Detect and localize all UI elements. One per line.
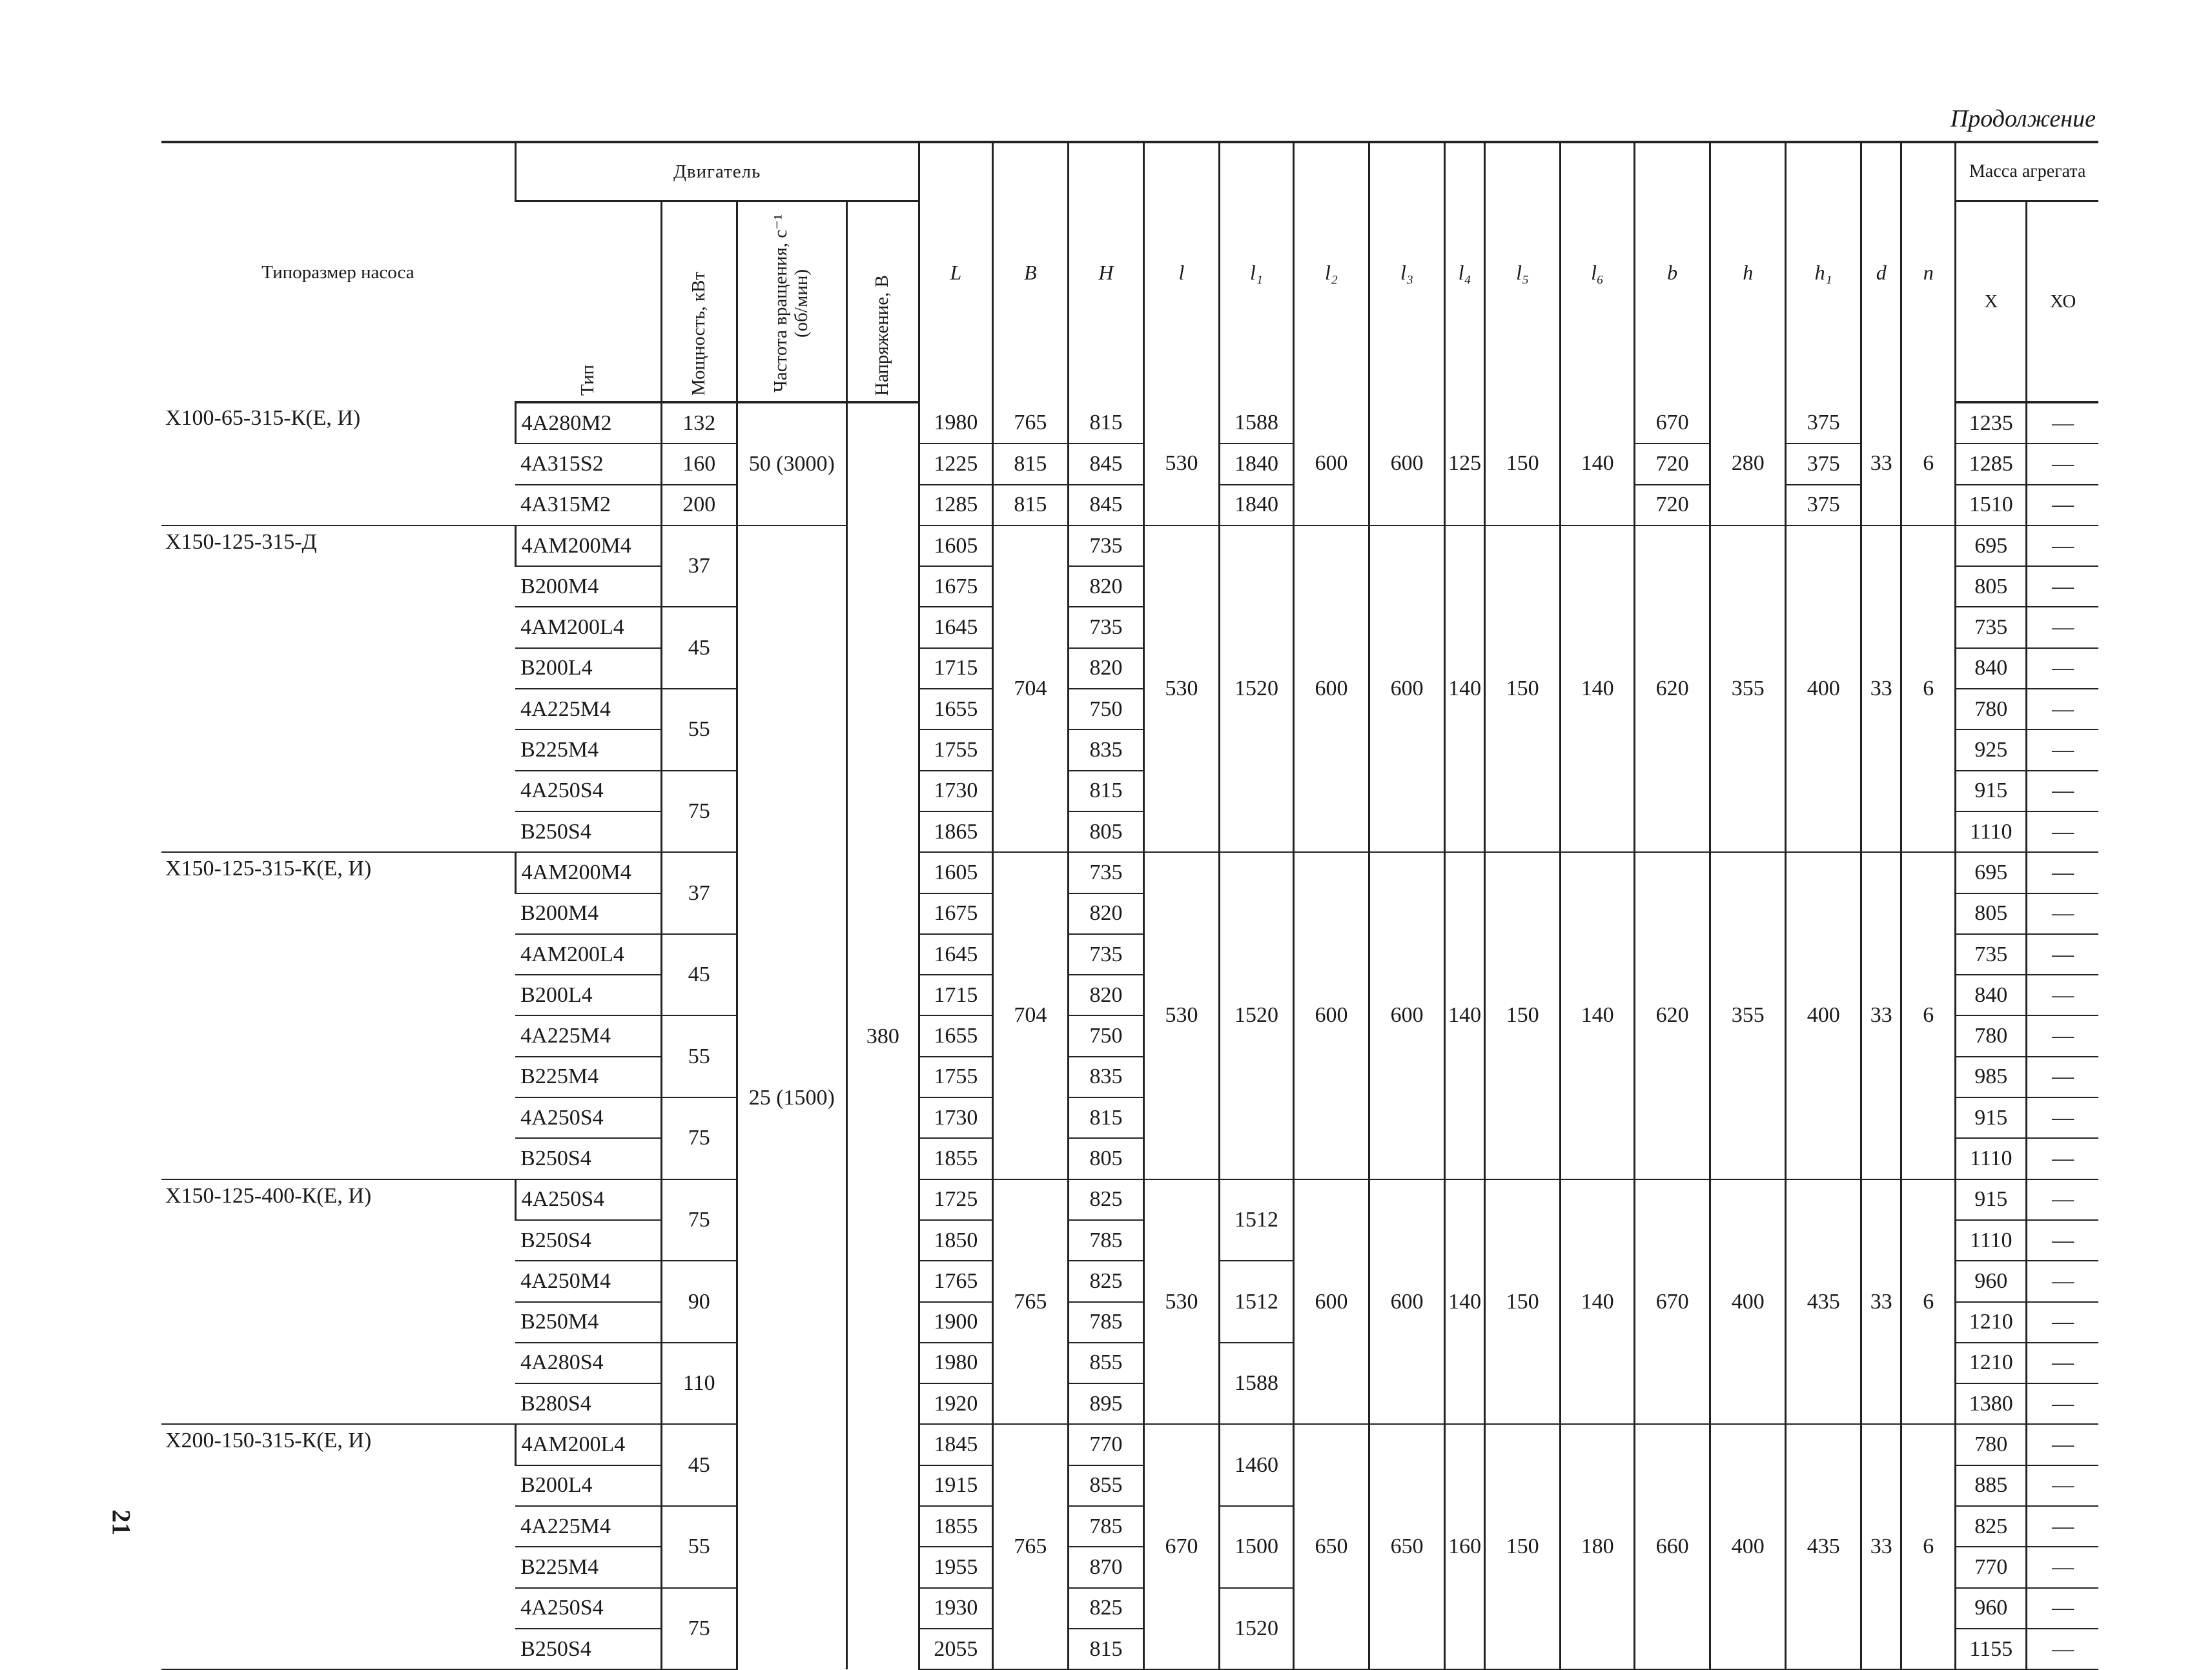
H-cell: 815 [1068,1097,1143,1138]
H-cell: 735 [1068,607,1143,647]
l2-cell: 600 [1294,402,1369,525]
header-d: d [1861,142,1901,402]
table-row [161,1179,2098,1220]
mass-x-cell: 960 [1956,1261,2027,1301]
l1-cell: 1500 [1219,1506,1293,1588]
mass-xo-cell: — [2027,1179,2098,1220]
engine-type-cell: В250S4 [515,1220,661,1261]
engine-type-cell: В250S4 [515,1629,661,1669]
H-cell: 815 [1068,402,1143,443]
n-cell: 6 [1901,402,1956,525]
engine-type-cell: В200М4 [515,566,661,607]
header-l2: l₂ [1294,142,1369,402]
l6-cell: 140 [1561,525,1635,852]
H-cell: 735 [1068,852,1143,893]
L-cell: 1605 [919,525,992,566]
L-cell: 1730 [919,1097,992,1138]
header-mass: Масса агрегата [1956,142,2098,201]
h1-cell: 375 [1786,402,1861,443]
mass-x-cell: 695 [1956,852,2027,893]
mass-x-cell: 780 [1956,1424,2027,1465]
engine-type-cell: 4А225М4 [515,1506,661,1547]
d-cell: 33 [1861,525,1901,852]
L-cell: 1655 [919,689,992,729]
b-cell: 670 [1635,1179,1710,1425]
table-body [161,402,2098,1669]
H-cell: 825 [1068,1179,1143,1220]
H-cell: 750 [1068,689,1143,729]
mass-x-cell: 840 [1956,648,2027,689]
header-l1: l₁ [1219,142,1293,402]
pump-specs-table [161,141,2098,1670]
L-cell: 1855 [919,1138,992,1179]
L-cell: 1845 [919,1424,992,1465]
header-power: Мощность, кВт [661,201,737,403]
H-cell: 820 [1068,975,1143,1015]
L-cell: 1645 [919,607,992,647]
mass-xo-cell: — [2027,1383,2098,1424]
B-cell: 704 [992,852,1068,1179]
L-cell: 1730 [919,771,992,811]
L-cell: 1755 [919,1057,992,1097]
L-cell: 1865 [919,811,992,852]
mass-xo-cell: — [2027,443,2098,484]
b-cell: 620 [1635,852,1710,1179]
engine-type-cell: В280S4 [515,1383,661,1424]
pump-size-cell: Х150-125-315-Д [161,525,515,852]
l5-cell: 150 [1485,525,1561,852]
power-cell: 160 [661,443,737,484]
l4-cell: 125 [1445,402,1485,525]
engine-type-cell: 4А315S2 [515,443,661,484]
engine-type-cell: В225М4 [515,1057,661,1097]
L-cell: 1855 [919,1506,992,1547]
H-cell: 820 [1068,893,1143,934]
l1-cell: 1520 [1219,852,1293,1179]
L-cell: 1225 [919,443,992,484]
engine-type-cell: 4А225М4 [515,1015,661,1056]
power-cell: 37 [661,525,737,607]
d-cell: 33 [1861,402,1901,525]
L-cell: 1755 [919,729,992,770]
mass-xo-cell: — [2027,975,2098,1015]
continuation-label: Продолжение [1950,105,2096,132]
n-cell: 6 [1901,1424,1956,1669]
H-cell: 785 [1068,1302,1143,1343]
mass-x-cell: 1110 [1956,811,2027,852]
H-cell: 750 [1068,1015,1143,1056]
engine-type-cell: 4АМ200L4 [515,607,661,647]
pump-size-cell: Х100-65-315-К(Е, И) [161,402,515,525]
power-cell: 75 [661,771,737,853]
engine-type-cell: 4А315М2 [515,485,661,525]
H-cell: 805 [1068,811,1143,852]
b-cell: 670 [1635,402,1710,443]
d-cell: 33 [1861,1424,1901,1669]
header-mass-x: Х [1956,201,2027,403]
l2-cell: 600 [1294,525,1369,852]
L-cell: 1955 [919,1547,992,1587]
l4-cell: 160 [1445,1424,1485,1669]
B-cell: 815 [992,485,1068,525]
mass-xo-cell: — [2027,402,2098,443]
rpm-cell: 50 (3000) [737,402,846,525]
mass-x-cell: 925 [1956,729,2027,770]
power-cell: 45 [661,934,737,1016]
mass-xo-cell: — [2027,1506,2098,1547]
l5-cell: 150 [1485,402,1561,525]
l-cell: 530 [1143,1179,1219,1425]
mass-xo-cell: — [2027,1465,2098,1506]
l2-cell: 600 [1294,1179,1369,1425]
mass-xo-cell: — [2027,934,2098,975]
engine-type-cell: 4А250S4 [515,1179,661,1220]
engine-type-cell: 4АМ200L4 [515,934,661,975]
l4-cell: 140 [1445,525,1485,852]
L-cell: 1980 [919,402,992,443]
l3-cell: 600 [1369,1179,1445,1425]
mass-xo-cell: — [2027,1261,2098,1301]
mass-x-cell: 1380 [1956,1383,2027,1424]
L-cell: 1725 [919,1179,992,1220]
engine-type-cell: В200L4 [515,648,661,689]
mass-xo-cell: — [2027,607,2098,647]
H-cell: 735 [1068,525,1143,566]
mass-xo-cell: — [2027,1547,2098,1587]
mass-xo-cell: — [2027,566,2098,607]
l1-cell: 1840 [1219,443,1293,484]
rpm-cell: 25 (1500) [737,525,846,1669]
power-cell: 45 [661,607,737,689]
h1-cell: 435 [1786,1179,1861,1425]
mass-xo-cell: — [2027,1343,2098,1383]
L-cell: 2055 [919,1629,992,1669]
engine-type-cell: В250S4 [515,811,661,852]
mass-x-cell: 985 [1956,1057,2027,1097]
header-b: b [1635,142,1710,402]
power-cell: 45 [661,1424,737,1506]
L-cell: 1285 [919,485,992,525]
L-cell: 1850 [919,1220,992,1261]
l1-cell: 1512 [1219,1261,1293,1343]
mass-xo-cell: — [2027,811,2098,852]
H-cell: 835 [1068,729,1143,770]
mass-x-cell: 825 [1956,1506,2027,1547]
L-cell: 1605 [919,852,992,893]
mass-xo-cell: — [2027,1588,2098,1629]
header-voltage: Напряжение, В [846,201,919,403]
L-cell: 1980 [919,1343,992,1383]
mass-xo-cell: — [2027,852,2098,893]
engine-type-cell: В200L4 [515,1465,661,1506]
power-cell: 55 [661,1015,737,1097]
h-cell: 400 [1710,1179,1786,1425]
header-engine: Двигатель [515,142,919,201]
mass-xo-cell: — [2027,689,2098,729]
l-cell: 530 [1143,402,1219,525]
l2-cell: 650 [1294,1424,1369,1669]
header-engine-type: Тип [515,201,661,403]
l5-cell: 150 [1485,1179,1561,1425]
l3-cell: 600 [1369,852,1445,1179]
H-cell: 820 [1068,648,1143,689]
mass-xo-cell: — [2027,1138,2098,1179]
header-h: h [1710,142,1786,402]
engine-type-cell: 4А250S4 [515,1588,661,1629]
d-cell: 33 [1861,1179,1901,1425]
h-cell: 280 [1710,402,1786,525]
l6-cell: 140 [1561,1179,1635,1425]
table-row [161,525,2098,566]
l3-cell: 600 [1369,402,1445,525]
header-rpm: Частота вращения, с⁻¹ (об/мин) [737,201,846,403]
engine-type-cell: 4А280S4 [515,1343,661,1383]
mass-x-cell: 915 [1956,771,2027,811]
B-cell: 765 [992,1179,1068,1425]
h1-cell: 435 [1786,1424,1861,1669]
h1-cell: 375 [1786,443,1861,484]
l1-cell: 1460 [1219,1424,1293,1506]
l-cell: 670 [1143,1424,1219,1669]
engine-type-cell: В225М4 [515,729,661,770]
header-l6: l₆ [1561,142,1635,402]
H-cell: 870 [1068,1547,1143,1587]
mass-x-cell: 960 [1956,1588,2027,1629]
table-row [161,402,2098,443]
L-cell: 1655 [919,1015,992,1056]
header-n: n [1901,142,1956,402]
page-number: 21 [107,1509,136,1536]
header-pump-size: Типоразмер насоса [161,142,515,402]
engine-type-cell: 4АМ200М4 [515,525,661,566]
n-cell: 6 [1901,525,1956,852]
engine-type-cell: В250М4 [515,1302,661,1343]
l1-cell: 1588 [1219,402,1293,443]
mass-xo-cell: — [2027,1097,2098,1138]
l2-cell: 600 [1294,852,1369,1179]
B-cell: 765 [992,402,1068,443]
L-cell: 1765 [919,1261,992,1301]
power-cell: 200 [661,485,737,525]
engine-type-cell: 4А250S4 [515,771,661,811]
H-cell: 825 [1068,1261,1143,1301]
header-H: H [1068,142,1143,402]
mass-x-cell: 1235 [1956,402,2027,443]
header-l: l [1143,142,1219,402]
power-cell: 132 [661,402,737,443]
H-cell: 820 [1068,566,1143,607]
L-cell: 1900 [919,1302,992,1343]
mass-xo-cell: — [2027,1302,2098,1343]
mass-xo-cell: — [2027,1629,2098,1669]
h1-cell: 400 [1786,525,1861,852]
n-cell: 6 [1901,1179,1956,1425]
header-l4: l₄ [1445,142,1485,402]
engine-type-cell: 4А225М4 [515,689,661,729]
b-cell: 720 [1635,443,1710,484]
L-cell: 1645 [919,934,992,975]
pump-size-cell: Х150-125-315-К(Е, И) [161,852,515,1179]
L-cell: 1715 [919,648,992,689]
header-mass-xo: ХО [2027,201,2098,403]
l1-cell: 1520 [1219,525,1293,852]
l-cell: 530 [1143,525,1219,852]
mass-x-cell: 885 [1956,1465,2027,1506]
H-cell: 785 [1068,1506,1143,1547]
power-cell: 55 [661,689,737,771]
engine-type-cell: 4А250М4 [515,1261,661,1301]
mass-xo-cell: — [2027,525,2098,566]
mass-x-cell: 1155 [1956,1629,2027,1669]
mass-x-cell: 805 [1956,893,2027,934]
header-l3: l₃ [1369,142,1445,402]
mass-x-cell: 1110 [1956,1220,2027,1261]
engine-type-cell: В225М4 [515,1547,661,1587]
header-h1: h₁ [1786,142,1861,402]
mass-x-cell: 840 [1956,975,2027,1015]
mass-xo-cell: — [2027,1015,2098,1056]
mass-x-cell: 1510 [1956,485,2027,525]
l4-cell: 140 [1445,1179,1485,1425]
l3-cell: 600 [1369,525,1445,852]
H-cell: 825 [1068,1588,1143,1629]
H-cell: 735 [1068,934,1143,975]
B-cell: 704 [992,525,1068,852]
l6-cell: 140 [1561,852,1635,1179]
pump-size-cell: Х200-150-315-К(Е, И) [161,1424,515,1669]
L-cell: 1930 [919,1588,992,1629]
h-cell: 400 [1710,1424,1786,1669]
H-cell: 805 [1068,1138,1143,1179]
engine-type-cell: 4А280М2 [515,402,661,443]
d-cell: 33 [1861,852,1901,1179]
h-cell: 355 [1710,525,1786,852]
power-cell: 37 [661,852,737,934]
engine-type-cell: 4АМ200М4 [515,852,661,893]
l1-cell: 1588 [1219,1343,1293,1425]
H-cell: 855 [1068,1465,1143,1506]
mass-x-cell: 735 [1956,607,2027,647]
power-cell: 110 [661,1343,737,1425]
mass-x-cell: 735 [1956,934,2027,975]
mass-x-cell: 770 [1956,1547,2027,1587]
mass-xo-cell: — [2027,648,2098,689]
voltage-cell: 380 [846,402,919,1669]
H-cell: 785 [1068,1220,1143,1261]
L-cell: 1675 [919,893,992,934]
l3-cell: 650 [1369,1424,1445,1669]
mass-xo-cell: — [2027,893,2098,934]
mass-x-cell: 1210 [1956,1302,2027,1343]
mass-x-cell: 1210 [1956,1343,2027,1383]
header-B: B [992,142,1068,402]
L-cell: 1715 [919,975,992,1015]
l4-cell: 140 [1445,852,1485,1179]
h1-cell: 375 [1786,485,1861,525]
l6-cell: 140 [1561,402,1635,525]
mass-x-cell: 780 [1956,1015,2027,1056]
l5-cell: 150 [1485,852,1561,1179]
mass-x-cell: 805 [1956,566,2027,607]
power-cell: 75 [661,1179,737,1261]
engine-type-cell: 4АМ200L4 [515,1424,661,1465]
l1-cell: 1512 [1219,1179,1293,1261]
power-cell: 75 [661,1097,737,1179]
H-cell: 815 [1068,1629,1143,1669]
table-row [161,852,2098,893]
l5-cell: 150 [1485,1424,1561,1669]
pump-size-cell: Х150-125-400-К(Е, И) [161,1179,515,1425]
b-cell: 620 [1635,525,1710,852]
H-cell: 855 [1068,1343,1143,1383]
L-cell: 1920 [919,1383,992,1424]
mass-xo-cell: — [2027,485,2098,525]
mass-x-cell: 915 [1956,1179,2027,1220]
power-cell: 55 [661,1506,737,1588]
H-cell: 835 [1068,1057,1143,1097]
mass-x-cell: 780 [1956,689,2027,729]
B-cell: 765 [992,1424,1068,1669]
h-cell: 355 [1710,852,1786,1179]
L-cell: 1675 [919,566,992,607]
h1-cell: 400 [1786,852,1861,1179]
mass-xo-cell: — [2027,771,2098,811]
B-cell: 815 [992,443,1068,484]
mass-x-cell: 915 [1956,1097,2027,1138]
mass-x-cell: 1285 [1956,443,2027,484]
mass-xo-cell: — [2027,1220,2098,1261]
mass-xo-cell: — [2027,729,2098,770]
engine-type-cell: В200L4 [515,975,661,1015]
mass-xo-cell: — [2027,1057,2098,1097]
n-cell: 6 [1901,852,1956,1179]
b-cell: 720 [1635,485,1710,525]
mass-x-cell: 695 [1956,525,2027,566]
L-cell: 1915 [919,1465,992,1506]
l1-cell: 1840 [1219,485,1293,525]
H-cell: 895 [1068,1383,1143,1424]
header-L: L [919,142,992,402]
b-cell: 660 [1635,1424,1710,1669]
engine-type-cell: В250S4 [515,1138,661,1179]
H-cell: 845 [1068,443,1143,484]
l1-cell: 1520 [1219,1588,1293,1670]
mass-x-cell: 1110 [1956,1138,2027,1179]
H-cell: 770 [1068,1424,1143,1465]
H-cell: 845 [1068,485,1143,525]
power-cell: 75 [661,1588,737,1670]
engine-type-cell: В200М4 [515,893,661,934]
H-cell: 815 [1068,771,1143,811]
power-cell: 90 [661,1261,737,1343]
mass-xo-cell: — [2027,1424,2098,1465]
header-l5: l₅ [1485,142,1561,402]
table-row [161,1424,2098,1465]
l-cell: 530 [1143,852,1219,1179]
engine-type-cell: 4А250S4 [515,1097,661,1138]
l6-cell: 180 [1561,1424,1635,1669]
